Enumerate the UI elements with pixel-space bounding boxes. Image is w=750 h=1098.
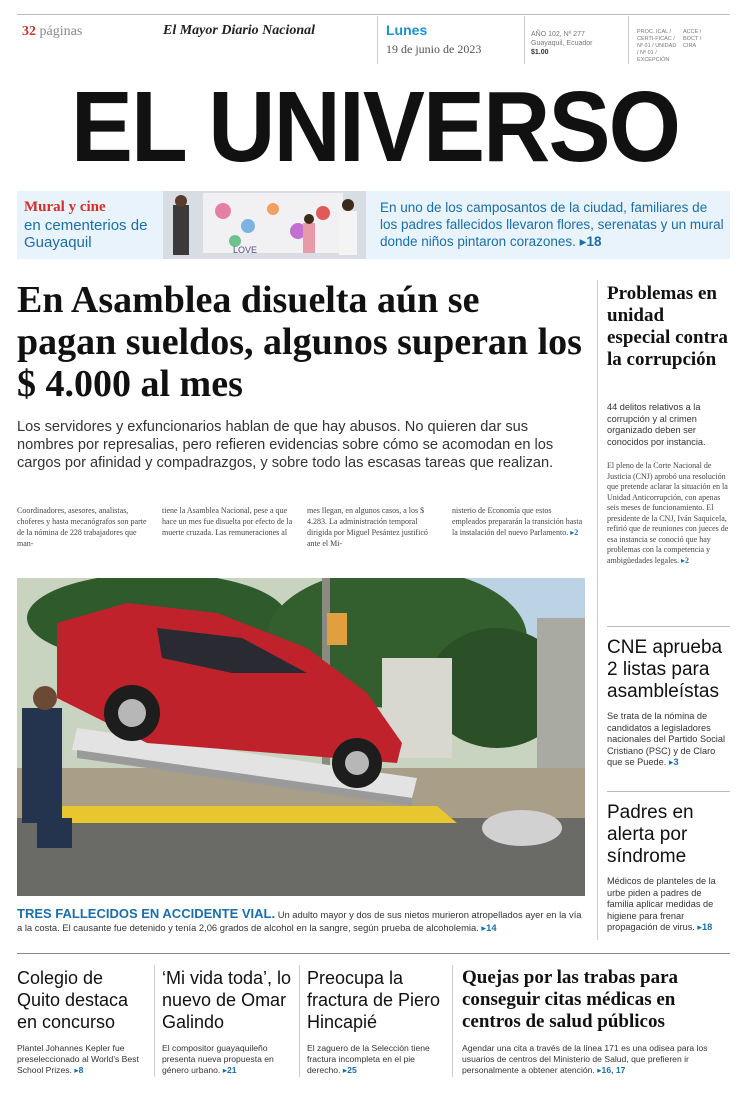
separator bbox=[607, 791, 730, 792]
column-divider bbox=[299, 965, 300, 1077]
column-divider bbox=[154, 965, 155, 1077]
mural-illustration bbox=[163, 191, 366, 259]
mural-text: LOVE bbox=[233, 245, 258, 255]
promo-subtitle: en cementerios de Guayaquil bbox=[24, 217, 148, 251]
page-ref[interactable]: ▸14 bbox=[481, 922, 497, 933]
tagline: El Mayor Diario Nacional bbox=[163, 23, 316, 38]
sidebar-body-1: El pleno de la Corte Nacional de Justicia (CNJ) aprobó una resolución que pretende aclarar la situación en la Unidad Anticorrupción, con apenas seis meses de funcionamiento. El presidente de la CNJ, Iván Saquicela, refirió que de reuniones con jueces de esa instancia se conoció que hay problemas con la competencia y ambigüedades legales. ▸2 bbox=[607, 461, 729, 565]
fine-print: PROC. ICAL / CERTI-FICAC / Nº 01 / UNIDAD / Nº 01 / EXCEPCIÓN bbox=[637, 29, 677, 63]
page-ref[interactable]: ▸16, 17 bbox=[597, 1065, 626, 1075]
body-column-1: Coordinadores, asesores, analistas, choferes y hasta mecanógrafos son parte de la nómina de 228 trabajadores que man- bbox=[17, 506, 147, 548]
fine-print: ACCE / BOCT / CIRA bbox=[683, 29, 702, 49]
divider bbox=[377, 16, 378, 64]
bottom-body-2: El compositor guayaquileño presenta nueva propuesta en género urbano. ▸21 bbox=[162, 1043, 274, 1075]
accident-scene bbox=[17, 578, 585, 896]
sidebar-headline-3[interactable]: Padres en alerta por síndrome bbox=[607, 802, 694, 867]
bottom-body-3: El zaguero de la Selección tiene fractura incompleta en el pie derecho. ▸25 bbox=[307, 1043, 430, 1075]
bottom-headline-4[interactable]: Quejas por las trabas para conseguir citas médicas en centros de salud públicos bbox=[462, 967, 679, 1032]
sidebar-headline-1[interactable]: Problemas en unidad especial contra la corrupción bbox=[607, 283, 728, 370]
page-ref[interactable]: ▸2 bbox=[680, 555, 689, 565]
sidebar-summary-1: 44 delitos relativos a la corrupción y al crimen organizado deben ser conocidos por instancia. bbox=[607, 402, 706, 447]
main-headline[interactable]: En Asamblea disuelta aún se pagan sueldos, algunos superan los $ 4.000 al mes bbox=[17, 279, 582, 405]
bottom-body-4: Agendar una cita a través de la línea 171 es una odisea para los usuarios de centros del Ministerio de Salud, que prefieren ir personalmente a obtener atención. ▸16, 17 bbox=[462, 1043, 708, 1075]
page-ref[interactable]: ▸8 bbox=[74, 1065, 84, 1075]
caption-title: TRES FALLECIDOS EN ACCIDENTE VIAL. bbox=[17, 906, 276, 921]
sidebar-body-2: Se trata de la nómina de candidatos a legisladores nacionales del Partido Social Cristiano (PSC) y de Claro que se Puede. ▸3 bbox=[607, 711, 725, 767]
bottom-headline-1[interactable]: Colegio de Quito destaca en concurso bbox=[17, 968, 129, 1032]
promo-text: En uno de los camposantos de la ciudad, familiares de los padres fallecidos llevaron flores, serenatas y un mural donde niños pintaron corazones. ▸18 bbox=[380, 200, 724, 249]
day-label: Lunes bbox=[386, 22, 428, 38]
page-ref[interactable]: ▸2 bbox=[570, 528, 579, 537]
bottom-divider bbox=[17, 953, 730, 954]
date-label: 19 de junio de 2023 bbox=[386, 42, 482, 56]
page-ref[interactable]: ▸21 bbox=[222, 1065, 237, 1075]
header-bar bbox=[17, 14, 730, 67]
page-ref[interactable]: ▸25 bbox=[342, 1065, 357, 1075]
masthead-logo[interactable]: EL UNIVERSO bbox=[70, 71, 680, 183]
body-column-2: tiene la Asamblea Nacional, pese a que hace un mes fue disuelta por efecto de la muerte cruzada. Las remuneraciones al bbox=[162, 506, 293, 537]
promo-photo[interactable] bbox=[163, 191, 366, 259]
bottom-headline-2[interactable]: ‘Mi vida toda’, lo nuevo de Omar Galindo bbox=[162, 968, 292, 1032]
page-ref[interactable]: ▸18 bbox=[579, 234, 602, 249]
bottom-headline-3[interactable]: Preocupa la fractura de Piero Hincapié bbox=[307, 968, 441, 1032]
column-divider bbox=[597, 280, 598, 940]
photo-caption: TRES FALLECIDOS EN ACCIDENTE VIAL. Un adulto mayor y dos de sus nietos murieron atropellados ayer en la vía a la costa. El causante fue detenido y tenía 2,06 grados de alcohol en la sangre, según prueba de alcoholemia. ▸14 bbox=[17, 906, 582, 933]
divider bbox=[524, 16, 525, 64]
column-divider bbox=[452, 965, 453, 1077]
page-ref[interactable]: ▸18 bbox=[697, 922, 713, 932]
separator bbox=[607, 626, 730, 627]
accident-photo[interactable] bbox=[17, 578, 585, 896]
body-column-4: nisterio de Economía que estos empleados prepararán la transición hasta la instalación del nuevo Parlamento. ▸2 bbox=[452, 506, 583, 537]
page-count: 32 páginas bbox=[22, 24, 83, 39]
promo-title[interactable]: Mural y cine bbox=[24, 199, 106, 215]
issue-info: AÑO 102, Nº 277 Guayaquil, Ecuador $1.00 bbox=[531, 31, 593, 56]
body-column-3: mes llegan, en algunos casos, a los $ 4.283. La administración temporal dirigida por Miguel Pesántez justificó ante el Mi- bbox=[307, 506, 428, 548]
divider bbox=[628, 16, 629, 64]
sidebar-body-3: Médicos de planteles de la urbe piden a padres de familia aplicar medidas de higiene para frenar propagación de virus. ▸18 bbox=[607, 876, 716, 932]
main-lead: Los servidores y exfuncionarios hablan de que hay abusos. No quieren dar sus nombres por represalias, pero refieren evidencias sobre cómo se acomodan en los cargos por afinidad y compadrazgos, y sobre todo las escasas tareas que realizan. bbox=[17, 419, 554, 471]
sidebar-headline-2[interactable]: CNE aprueba 2 listas para asambleístas bbox=[607, 637, 723, 702]
bottom-body-1: Plantel Johannes Kepler fue preseleccionado al World's Best School Prizes. ▸8 bbox=[17, 1043, 139, 1075]
page-ref[interactable]: ▸3 bbox=[668, 757, 679, 767]
